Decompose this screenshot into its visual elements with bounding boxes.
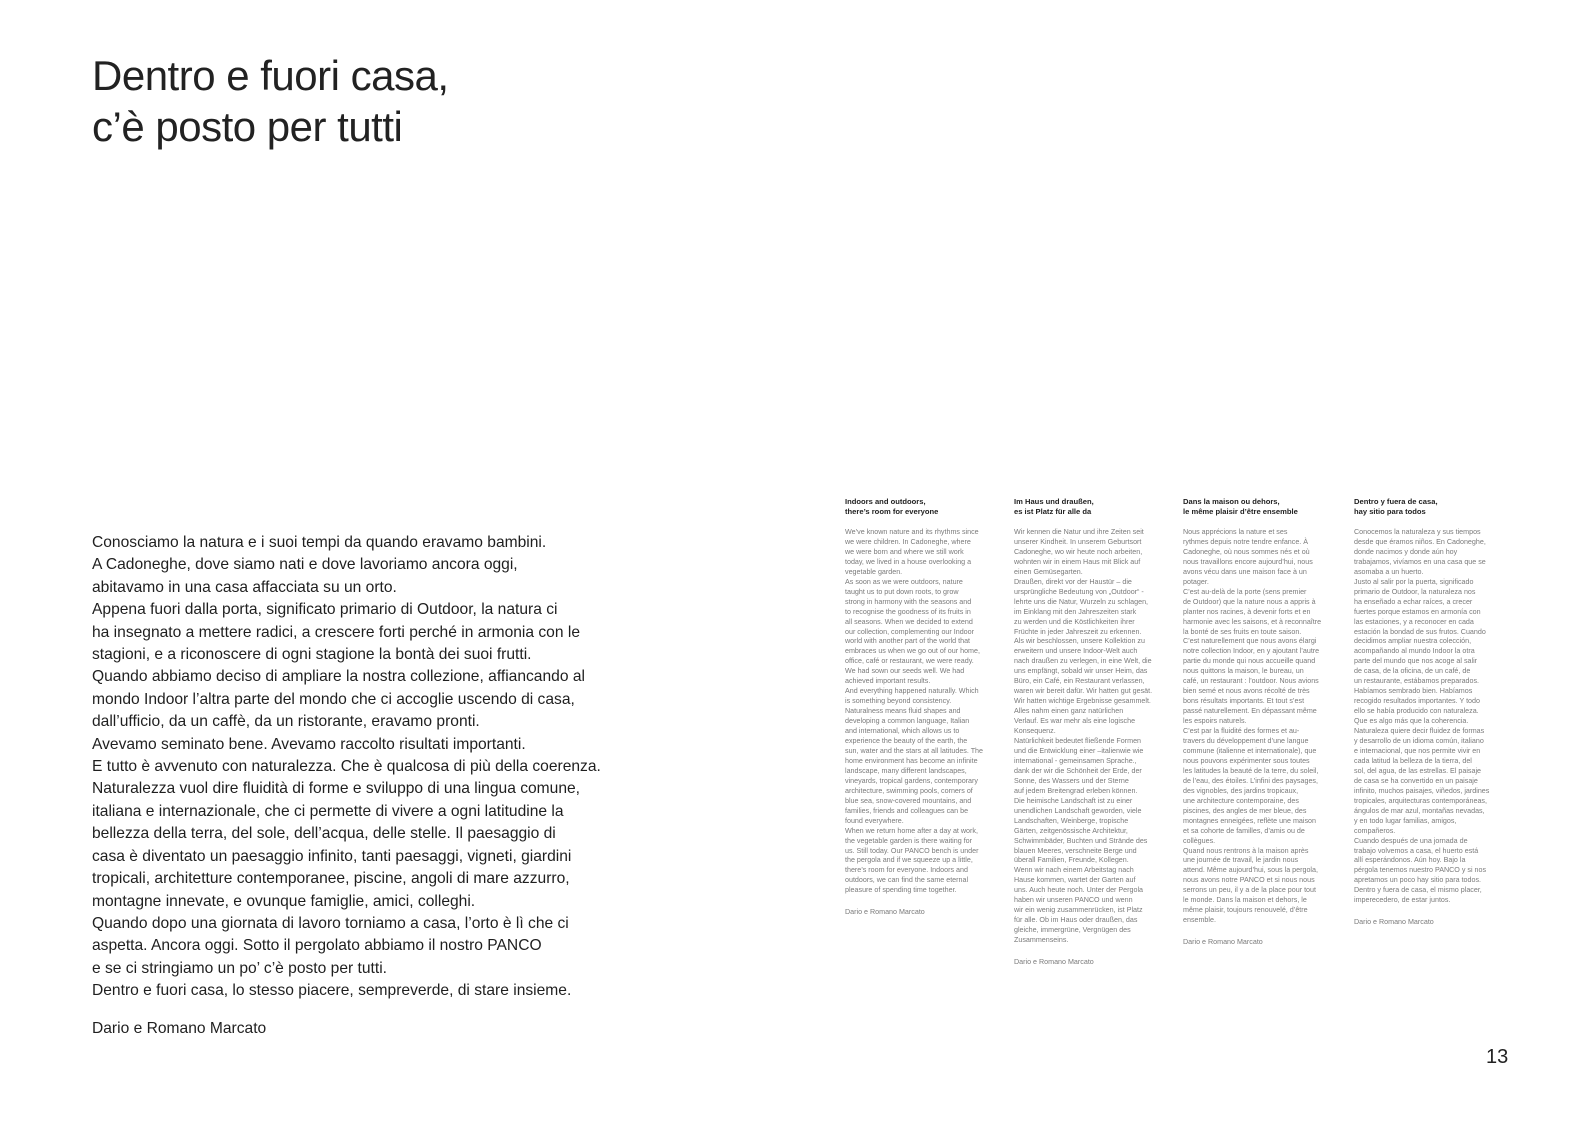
english-text-line: embraces us when we go out of our home, <box>845 647 980 656</box>
german-text-line: auf jedem Breitengrad erleben können. <box>1014 786 1138 795</box>
french-column <box>1183 497 1341 948</box>
english-text-line: strong in harmony with the seasons and <box>845 597 972 606</box>
german-text-line: Hause kommen, wartet der Garten auf <box>1014 876 1136 885</box>
spanish-text-line: primario de Outdoor, la naturaleza nos <box>1354 587 1476 596</box>
german-heading-line: Im Haus und draußen, <box>1014 497 1094 506</box>
italian-line: tropicali, architetture contemporanee, piscine, angoli di mare azzurro, <box>92 870 570 888</box>
italian-line: e se ci stringiamo un po’ c’è posto per tutti. <box>92 959 387 977</box>
english-text-line: architecture, swimming pools, corners of <box>845 786 973 795</box>
french-text-line: Quand nous rentrons à la maison après <box>1183 846 1309 855</box>
english-text-line: achieved important results. <box>845 677 931 686</box>
english-text-line: world with another part of the world that <box>845 637 971 646</box>
spanish-text-line: Naturaleza quiere decir fluidez de formas <box>1354 727 1485 736</box>
spanish-text-line: de casa se ha convertido en un paisaje <box>1354 776 1478 785</box>
english-text-line: When we return home after a day at work, <box>845 826 978 835</box>
english-text-line: vineyards, tropical gardens, contemporary <box>845 776 978 785</box>
spanish-text-line: parte del mundo que nos acoge al salir <box>1354 657 1478 666</box>
english-heading-line: Indoors and outdoors, <box>845 497 926 506</box>
spanish-text-line: fuertes porque estamos en armonía con <box>1354 607 1481 616</box>
german-text-line: Verlauf. Es war mehr als eine logische <box>1014 717 1136 726</box>
french-text-line: de l’eau, des étoiles. L’infini des paysages, <box>1183 776 1318 785</box>
german-text-line: Die heimische Landschaft ist zu einer <box>1014 796 1133 805</box>
french-signature: Dario e Romano Marcato <box>1183 938 1263 947</box>
french-text-line: nous pouvons expérimenter sous toutes <box>1183 756 1310 765</box>
french-text-line: travers du développement d’une langue <box>1183 737 1309 746</box>
german-text-line: unserer Kindheit. In unserem Geburtsort <box>1014 537 1142 546</box>
french-text-line: potager. <box>1183 577 1209 586</box>
italian-line: Quando abbiamo deciso di ampliare la nostra collezione, affiancando al <box>92 668 585 686</box>
english-text-line: sun, water and the stars at all latitudes. The <box>845 746 983 755</box>
spanish-text-line: Justo al salir por la puerta, significado <box>1354 577 1474 586</box>
german-text-line: Cadoneghe, wo wir heute noch arbeiten, <box>1014 547 1143 556</box>
english-heading <box>845 497 1003 517</box>
spanish-text-line: asomaba a un huerto. <box>1354 567 1424 576</box>
german-text-line: Büro, ein Café, ein Restaurant verlassen, <box>1014 677 1145 686</box>
italian-line: Avevamo seminato bene. Avevamo raccolto risultati importanti. <box>92 735 526 753</box>
german-heading <box>1014 497 1172 517</box>
english-text-line: And everything happened naturally. Which <box>845 687 979 696</box>
italian-signature: Dario e Romano Marcato <box>92 1020 267 1037</box>
french-text-line: rythmes depuis notre tendre enfance. À <box>1183 537 1309 546</box>
german-text-line: Alles nahm einen ganz natürlichen <box>1014 707 1124 716</box>
spanish-text-line: tropicales, arquitecturas contemporáneas, <box>1354 796 1487 805</box>
german-text-line: Draußen, direkt vor der Haustür – die <box>1014 577 1132 586</box>
english-text-line: blue sea, snow-covered mountains, and <box>845 796 972 805</box>
english-text-line: to recognise the goodness of its fruits in <box>845 607 971 616</box>
french-text-line: nous travaillons encore aujourd’hui, nous <box>1183 557 1313 566</box>
german-text-line: haben wir unseren PANCO und wenn <box>1014 896 1133 905</box>
english-text-line: vegetable garden. <box>845 567 903 576</box>
german-text-line: überall Familien, Freunde, Kollegen. <box>1014 856 1129 865</box>
french-text-line: nous quittons la maison, le bureau, un <box>1183 667 1304 676</box>
italian-line: A Cadoneghe, dove siamo nati e dove lavoriamo ancora oggi, <box>92 556 518 574</box>
spanish-heading-line: Dentro y fuera de casa, <box>1354 497 1438 506</box>
spanish-heading-line: hay sitio para todos <box>1354 507 1426 516</box>
english-text-line: As soon as we were outdoors, nature <box>845 577 963 586</box>
french-text-line: ensemble. <box>1183 916 1216 925</box>
spanish-text-line: de casa, de la oficina, de un café, de <box>1354 667 1471 676</box>
english-text-line: we were children. In Cadoneghe, where <box>845 537 971 546</box>
italian-line: E tutto è avvenuto con naturalezza. Che è qualcosa di più della coerenza. <box>92 758 601 776</box>
german-text-line: blauen Meeres, verschneite Berge und <box>1014 846 1137 855</box>
french-text-line: notre collection Indoor, en y ajoutant l’autre <box>1183 647 1320 656</box>
spanish-text-line: trabajamos, vivíamos en una casa que se <box>1354 557 1486 566</box>
german-text-line: Als wir beschlossen, unsere Kollektion zu <box>1014 637 1145 646</box>
spanish-text-line: e internacional, que nos permite vivir en <box>1354 746 1481 755</box>
german-text-line: wir ein wenig zusammenrücken, ist Platz <box>1014 906 1143 915</box>
spanish-text-line: y en todo lugar familias, amigos, <box>1354 816 1457 825</box>
spanish-text-line: trabajo volvemos a casa, el huerto está <box>1354 846 1479 855</box>
english-column <box>845 497 1003 918</box>
german-text-line: erweitern und unsere Indoor-Welt auch <box>1014 647 1138 656</box>
spanish-text-line: ello se había producido con naturaleza. <box>1354 707 1479 716</box>
english-text-line: and international, which allows us to <box>845 727 960 736</box>
german-text-line: dank der wir die Schönheit der Erde, der <box>1014 766 1142 775</box>
english-text-line: We had sown our seeds well. We had <box>845 667 965 676</box>
german-signature: Dario e Romano Marcato <box>1014 958 1094 967</box>
spanish-text-line: pérgola tenemos nuestro PANCO y si nos <box>1354 866 1487 875</box>
spanish-text-line: Dentro y fuera de casa, el mismo placer, <box>1354 886 1482 895</box>
italian-line: mondo Indoor l’altra parte del mondo che ci accoglie uscendo di casa, <box>92 690 575 708</box>
french-text-line: Nous apprécions la nature et ses <box>1183 528 1288 536</box>
french-text-line: une journée de travail, le jardin nous <box>1183 856 1299 865</box>
english-text-line: our collection, complementing our Indoor <box>845 627 974 636</box>
german-text-line: nach draußen zu verlegen, in eine Welt, die <box>1014 657 1152 666</box>
spanish-text-line: ha enseñado a echar raíces, a crecer <box>1354 597 1473 606</box>
spanish-text-line: acompañando al mundo Indoor la otra <box>1354 647 1475 656</box>
german-text-line: unendlichen Landschaft geworden, viele <box>1014 806 1142 815</box>
english-heading-line: there’s room for everyone <box>845 507 939 516</box>
french-text-line: des vignobles, des jardins tropicaux, <box>1183 786 1299 795</box>
italian-line: Dentro e fuori casa, lo stesso piacere, sempreverde, di stare insieme. <box>92 982 572 1000</box>
italian-line: dall’ufficio, da un caffè, da un ristorante, eravamo pronti. <box>92 713 480 731</box>
german-text-line: Wenn wir nach einem Arbeitstag nach <box>1014 866 1134 875</box>
english-text-line: we were born and where we still work <box>845 547 964 556</box>
german-text-line: gleiche, immergrüne, Vergnügen des <box>1014 926 1131 935</box>
english-text-line: landscape, many different landscapes, <box>845 766 967 775</box>
french-text-line: planter nos racines, à devenir forts et en <box>1183 607 1311 616</box>
english-text-line: office, café or restaurant, we were ready. <box>845 657 974 666</box>
spanish-text-line: recogido resultados importantes. Y todo <box>1354 697 1480 706</box>
english-text-line: the pergola and if we squeeze up a little, <box>845 856 973 865</box>
french-text-line: et sa cohorte de familles, d’amis ou de <box>1183 826 1305 835</box>
italian-line: casa è diventato un paesaggio infinito, tanti paesaggi, vigneti, giardini <box>92 847 572 865</box>
german-text-line: zu werden und die Köstlichkeiten ihrer <box>1014 617 1135 626</box>
german-text-line: Zusammenseins. <box>1014 936 1069 945</box>
german-column <box>1014 497 1172 968</box>
spanish-text-line: decidimos ampliar nuestra colección, <box>1354 637 1472 646</box>
spanish-text-line: Habíamos sembrado bien. Habíamos <box>1354 687 1473 696</box>
italian-line: Naturalezza vuol dire fluidità di forme e sviluppo di una lingua comune, <box>92 780 581 798</box>
english-text-line: outdoors, we can find the same eternal <box>845 876 969 885</box>
spanish-heading <box>1354 497 1512 517</box>
title-line: Dentro e fuori casa, <box>92 52 449 99</box>
spanish-text-line: donde nacimos y donde aún hoy <box>1354 547 1458 556</box>
italian-line: Appena fuori dalla porta, significato primario di Outdoor, la natura ci <box>92 601 558 619</box>
page-number: 13 <box>1486 1046 1509 1068</box>
french-text-line: passé naturellement. En dépassant même <box>1183 707 1317 716</box>
english-text-line: We’ve known nature and its rhythms since <box>845 528 979 536</box>
german-text-line: Wir kennen die Natur und ihre Zeiten seit <box>1014 528 1144 536</box>
english-text-line: today, we lived in a house overlooking a <box>845 557 972 566</box>
german-text-line: einen Gemüsegarten. <box>1014 567 1083 576</box>
german-text-line: wohnten wir in einem Haus mit Blick auf <box>1014 557 1141 566</box>
french-text-line: nous avons notre PANCO et si nous nous <box>1183 876 1315 885</box>
spanish-text-line: ángulos de mar azul, montañas nevadas, <box>1354 806 1485 815</box>
spanish-text-line: Cuando después de una jornada de <box>1354 836 1468 845</box>
german-text-line: uns. Auch heute noch. Unter der Pergola <box>1014 886 1144 895</box>
spanish-text-line: y desarrollo de un idioma común, italiano <box>1354 737 1484 746</box>
english-text-line: developing a common language, Italian <box>845 717 970 726</box>
spanish-text-line: las estaciones, y a reconocer en cada <box>1354 617 1474 626</box>
german-text-line: Früchte in jeder Jahreszeit zu erkennen. <box>1014 627 1142 636</box>
spanish-text-line: un restaurante, estábamos preparados. <box>1354 677 1480 686</box>
english-text-line: families, friends and colleagues can be <box>845 806 969 815</box>
english-text-line: Naturalness means fluid shapes and <box>845 707 961 716</box>
french-text-line: même plaisir, toujours renouvelé, d’être <box>1183 906 1308 915</box>
german-text-line: Gärten, zeitgenössische Architektur, <box>1014 826 1128 835</box>
french-text-line: café, un restaurant : l’outdoor. Nous avions <box>1183 677 1319 686</box>
german-text-line: Landschaften, Weinberge, tropische <box>1014 816 1129 825</box>
english-text-line: the vegetable garden is there waiting for <box>845 836 973 845</box>
german-text-line: für alle. Ob im Haus oder draußen, das <box>1014 916 1138 925</box>
spanish-text-line: Conocemos la naturaleza y sus tiempos <box>1354 528 1481 536</box>
french-heading <box>1183 497 1341 517</box>
french-text-line: harmonie avec les saisons, et à reconnaître <box>1183 617 1322 626</box>
french-text-line: partie du monde qui nous accueille quand <box>1183 657 1316 666</box>
german-text-line: international - gemeinsamen Sprache., <box>1014 756 1137 765</box>
spanish-text-line: allí esperándonos. Aún hoy. Bajo la <box>1354 856 1466 865</box>
french-text-line: les latitudes la beauté de la terre, du soleil, <box>1183 766 1319 775</box>
spanish-column <box>1354 497 1512 928</box>
french-text-line: montagnes enneigées, reflète une maison <box>1183 816 1316 825</box>
german-text-line: ursprüngliche Bedeutung von „Outdoor“ - <box>1014 587 1144 596</box>
english-text-line: home environment has become an infinite <box>845 756 978 765</box>
spanish-text-line: sol, del agua, de las estrellas. El paisaje <box>1354 766 1482 775</box>
french-text-line: le monde. Dans la maison et dehors, le <box>1183 896 1307 905</box>
french-text-line: bons résultats importants. Et tout s’est <box>1183 697 1305 706</box>
italian-line: stagioni, e a riconoscere di ogni stagione la bontà dei suoi frutti. <box>92 646 532 664</box>
english-text-line: all seasons. When we decided to extend <box>845 617 973 626</box>
french-text-line: commune (italienne et internationale), que <box>1183 746 1317 755</box>
french-heading-line: Dans la maison ou dehors, <box>1183 497 1280 506</box>
english-text-line: us. Still today. Our PANCO bench is under <box>845 846 979 855</box>
german-text-line: Wir hatten wichtige Ergebnisse gesammelt. <box>1014 697 1151 706</box>
french-text-line: C’est naturellement que nous avons élargi <box>1183 637 1317 646</box>
french-text-line: les espoirs naturels. <box>1183 717 1247 726</box>
italian-line: ha insegnato a mettere radici, a crescere forti perché in armonia con le <box>92 623 580 641</box>
spanish-text-line: apretamos un poco hay sitio para todos. <box>1354 876 1482 885</box>
page-title <box>92 50 449 152</box>
spanish-signature: Dario e Romano Marcato <box>1354 918 1434 927</box>
title-line: c’è posto per tutti <box>92 103 403 150</box>
spanish-text-line: desde que éramos niños. En Cadoneghe, <box>1354 537 1486 546</box>
spanish-text-line: imperecedero, de estar juntos. <box>1354 896 1451 905</box>
italian-line: montagne innevate, e ovunque famiglie, amici, colleghi. <box>92 892 476 910</box>
spanish-text-line: compañeros. <box>1354 826 1396 835</box>
french-text-line: piscines, des angles de mer bleue, des <box>1183 806 1307 815</box>
spanish-text-line: estación la bondad de sus frutos. Cuando <box>1354 627 1486 636</box>
italian-line: Quando dopo una giornata di lavoro torniamo a casa, l’orto è lì che ci <box>92 914 569 932</box>
french-text-line: de Outdoor) que la nature nous a appris à <box>1183 597 1316 606</box>
italian-line: Conosciamo la natura e i suoi tempi da quando eravamo bambini. <box>92 534 547 551</box>
german-text-line: Konsequenz. <box>1014 727 1056 736</box>
english-signature: Dario e Romano Marcato <box>845 908 925 917</box>
german-text-line: Sonne, des Wassers und der Sterne <box>1014 776 1129 785</box>
french-text-line: avons vécu dans une maison face à un <box>1183 567 1307 576</box>
italian-line: aspetta. Ancora oggi. Sotto il pergolato abbiamo il nostro PANCO <box>92 937 542 955</box>
french-text-line: une architecture contemporaine, des <box>1183 796 1299 805</box>
german-heading-line: es ist Platz für alle da <box>1014 507 1092 516</box>
german-text-line: im Einklang mit den Jahreszeiten stark <box>1014 607 1137 616</box>
french-text-line: serrons un peu, il y a de la place pour tout <box>1183 886 1316 895</box>
french-text-line: C’est par la fluidité des formes et au- <box>1183 727 1300 736</box>
french-text-line: Cadoneghe, où nous sommes nés et où <box>1183 547 1310 556</box>
italian-line: abitavamo in una casa affacciata su un orto. <box>92 578 397 596</box>
italian-line: italiana e internazionale, che ci permette di vivere a ogni latitudine la <box>92 802 564 820</box>
spanish-text-line: Que es algo más que la coherencia. <box>1354 717 1469 726</box>
italian-text <box>92 532 601 1003</box>
french-text-line: la bonté de ses fruits en toute saison. <box>1183 627 1302 636</box>
english-text-line: is something beyond consistency. <box>845 697 952 706</box>
english-text-line: there’s room for everyone. Indoors and <box>845 866 968 875</box>
french-text-line: collègues. <box>1183 836 1216 845</box>
english-text-line: taught us to put down roots, to grow <box>845 587 959 596</box>
german-text-line: Schwimmbäder, Buchten und Strände des <box>1014 836 1148 845</box>
french-text-line: attend. Même aujourd’hui, sous la pergola, <box>1183 866 1318 875</box>
spanish-text-line: cada latitud la belleza de la tierra, del <box>1354 756 1472 765</box>
german-text-line: lehrte uns die Natur, Wurzeln zu schlagen, <box>1014 597 1149 606</box>
french-heading-line: le même plaisir d’être ensemble <box>1183 507 1298 516</box>
english-text-line: experience the beauty of the earth, the <box>845 737 968 746</box>
french-text-line: C’est au-delà de la porte (sens premier <box>1183 587 1307 596</box>
english-text-line: pleasure of spending time together. <box>845 886 957 895</box>
german-text-line: waren wir bereit dafür. Wir hatten gut gesät. <box>1014 687 1153 696</box>
german-text-line: Natürlichkeit bedeutet fließende Formen <box>1014 737 1142 746</box>
german-text-line: und die Entwicklung einer –italienwie wie <box>1014 746 1144 755</box>
spanish-text-line: infinito, muchos paisajes, viñedos, jardines <box>1354 786 1490 795</box>
french-text-line: bien semé et nous avons récolté de très <box>1183 687 1310 696</box>
italian-line: bellezza della terra, del sole, dell’acqua, delle stelle. Il paesaggio di <box>92 825 556 843</box>
german-text-line: uns empfängt, sobald wir unser Heim, das <box>1014 667 1148 676</box>
english-text-line: found everywhere. <box>845 816 904 825</box>
